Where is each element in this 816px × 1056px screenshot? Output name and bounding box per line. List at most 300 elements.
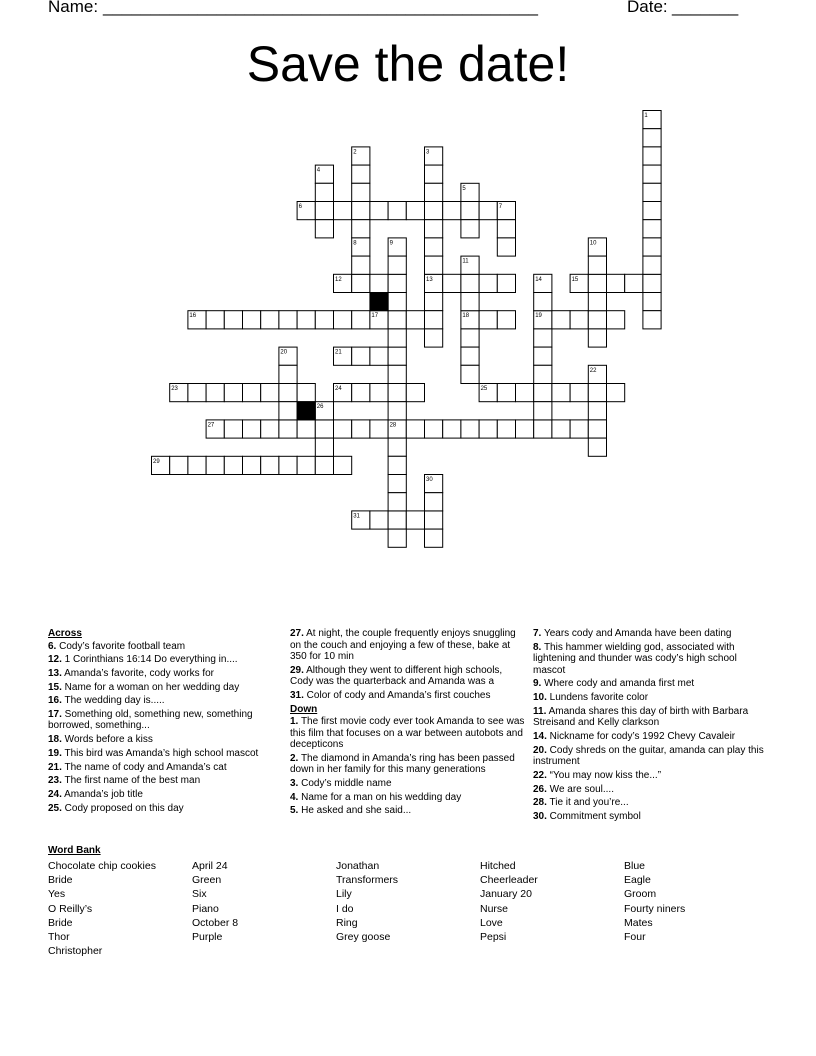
crossword-cell[interactable]	[461, 293, 479, 311]
crossword-cell[interactable]	[224, 456, 242, 474]
crossword-cell[interactable]	[643, 238, 661, 256]
crossword-cell[interactable]	[297, 420, 315, 438]
clue-text: Lundens favorite color	[546, 692, 649, 704]
crossword-cell[interactable]	[588, 420, 606, 438]
clues-column-1	[48, 628, 283, 816]
clue-number-label: 11.	[533, 705, 547, 717]
crossword-cell[interactable]	[588, 329, 606, 347]
crossword-cell[interactable]	[588, 274, 606, 292]
word-bank-word: Purple	[192, 931, 223, 944]
across-clue	[48, 775, 283, 787]
word-bank-word: Six	[192, 888, 207, 901]
clues-column-2	[290, 628, 525, 819]
clue-text: Amanda’s favorite, cody works for	[61, 667, 215, 679]
crossword-cell[interactable]	[388, 329, 406, 347]
clue-number-label: 4.	[290, 791, 299, 803]
down-clue	[533, 770, 768, 782]
clue-number-label: 9.	[533, 678, 542, 690]
crossword-cell[interactable]	[279, 384, 297, 402]
crossword-cell[interactable]	[388, 402, 406, 420]
clue-text: The name of cody and Amanda’s cat	[61, 761, 227, 773]
clue-number-label: 25.	[48, 802, 62, 814]
crossword-cell[interactable]	[461, 365, 479, 383]
crossword-cell[interactable]	[352, 183, 370, 201]
clue-number: 31	[353, 513, 360, 520]
crossword-cell[interactable]	[461, 274, 479, 292]
down-clue	[290, 792, 525, 804]
clue-number-label: 28.	[533, 797, 547, 809]
crossword-cell[interactable]	[315, 220, 333, 238]
crossword-cell[interactable]	[443, 202, 461, 220]
crossword-cell[interactable]	[297, 384, 315, 402]
clue-number-label: 21.	[48, 761, 62, 773]
clue-text: Although they went to different high schools, Cody was the quarterback and Amanda was a	[290, 664, 503, 688]
crossword-cell[interactable]	[279, 365, 297, 383]
clue-text: Years cody and Amanda have been dating	[541, 628, 732, 639]
clue-number-label: 18.	[48, 734, 62, 746]
name-label: Name:	[48, 0, 99, 16]
word-bank-word: Ring	[336, 916, 358, 929]
crossword-cell[interactable]	[534, 384, 552, 402]
word-bank-column	[48, 859, 156, 958]
crossword-cell[interactable]	[352, 384, 370, 402]
crossword-cell[interactable]	[261, 384, 279, 402]
clue-text: We are soul....	[546, 783, 614, 795]
crossword-cell[interactable]	[497, 384, 515, 402]
across-clue	[290, 690, 525, 702]
crossword-cell[interactable]	[261, 311, 279, 329]
crossword-cell[interactable]	[643, 129, 661, 147]
crossword-cell[interactable]	[425, 493, 443, 511]
clue-text: Cody’s middle name	[298, 777, 392, 789]
clue-text: Cody’s favorite football team	[56, 640, 186, 652]
crossword-cell[interactable]	[243, 384, 261, 402]
crossword-cell[interactable]	[334, 420, 352, 438]
crossword-cell[interactable]	[279, 402, 297, 420]
crossword-cell[interactable]	[643, 165, 661, 183]
crossword-cell[interactable]	[243, 456, 261, 474]
clue-number: 8	[353, 240, 357, 247]
clue-number-label: 3.	[290, 777, 299, 789]
crossword-cell[interactable]	[479, 420, 497, 438]
crossword-cell[interactable]	[388, 202, 406, 220]
crossword-cell[interactable]	[388, 438, 406, 456]
clue-number: 18	[462, 313, 470, 320]
word-bank-word: Bride	[48, 916, 73, 929]
down-clue	[533, 692, 768, 704]
crossword-cell[interactable]	[643, 256, 661, 274]
clue-number-label: 14.	[533, 730, 547, 742]
crossword-cell[interactable]	[643, 147, 661, 165]
clue-number: 14	[535, 276, 542, 283]
word-bank-word: Blue	[624, 860, 646, 872]
clue-text: Cody proposed on this day	[61, 802, 184, 814]
crossword-cell[interactable]	[425, 256, 443, 274]
crossword-cell[interactable]	[352, 274, 370, 292]
crossword-cell[interactable]	[497, 311, 515, 329]
crossword-cell[interactable]	[588, 402, 606, 420]
crossword-cell[interactable]	[607, 384, 625, 402]
crossword-cell[interactable]	[370, 274, 388, 292]
down-clue	[533, 784, 768, 796]
word-bank-word: O Reilly’s	[48, 902, 93, 915]
clue-text: This hammer wielding god, associated with lightening and thunder was cody’s high school mascot	[533, 641, 737, 676]
crossword-cell[interactable]	[588, 311, 606, 329]
clue-text: Tie it and you’re...	[546, 797, 629, 809]
clue-text: Where cody and amanda first met	[541, 678, 695, 690]
down-clue	[290, 805, 525, 817]
crossword-cell[interactable]	[352, 165, 370, 183]
crossword-cell[interactable]	[388, 456, 406, 474]
word-bank-word: Grey goose	[336, 931, 391, 944]
crossword-cell[interactable]	[388, 256, 406, 274]
crossword-cell[interactable]	[334, 202, 352, 220]
word-bank-word: Christopher	[48, 945, 103, 958]
clue-number: 25	[480, 386, 488, 392]
crossword-cell[interactable]	[334, 456, 352, 474]
crossword-cell[interactable]	[297, 456, 315, 474]
clue-text: Amanda shares this day of birth with Barbara Streisand and Kelly clarkson	[533, 705, 749, 729]
crossword-cell[interactable]	[388, 384, 406, 402]
word-bank-heading: Word Bank	[48, 845, 101, 856]
across-clue	[48, 682, 283, 694]
crossword-cell[interactable]	[279, 420, 297, 438]
clue-number: 11	[462, 258, 469, 265]
down-clue	[533, 797, 768, 809]
crossword-cell[interactable]	[425, 329, 443, 347]
clue-number-label: 13.	[48, 667, 62, 679]
clue-number-label: 20.	[533, 744, 547, 756]
clue-number: 21	[335, 349, 342, 356]
crossword-cell[interactable]	[315, 456, 333, 474]
clue-number: 3	[426, 149, 430, 156]
clue-text: Cody shreds on the guitar, amanda can play this instrument	[533, 744, 764, 768]
crossword-cell[interactable]	[425, 511, 443, 529]
crossword-cell[interactable]	[315, 438, 333, 456]
crossword-cell[interactable]	[352, 420, 370, 438]
crossword-cell[interactable]	[534, 420, 552, 438]
crossword-cell[interactable]	[388, 475, 406, 493]
across-clue	[48, 789, 283, 801]
crossword-cell[interactable]	[516, 420, 534, 438]
crossword-cell[interactable]	[406, 384, 424, 402]
crossword-cell[interactable]	[370, 420, 388, 438]
crossword-cell[interactable]	[261, 420, 279, 438]
crossword-cell[interactable]	[388, 511, 406, 529]
crossword-cell[interactable]	[352, 347, 370, 365]
crossword-cell[interactable]	[334, 311, 352, 329]
crossword-cell[interactable]	[243, 420, 261, 438]
clue-number-label: 23.	[48, 775, 62, 787]
crossword-cell[interactable]	[224, 384, 242, 402]
crossword-cell[interactable]	[443, 420, 461, 438]
word-bank-word: Hitched	[480, 860, 516, 872]
clue-number: 6	[298, 204, 302, 210]
crossword-cell[interactable]	[425, 220, 443, 238]
crossword-cell[interactable]	[224, 420, 242, 438]
down-clue	[533, 678, 768, 690]
clue-number: 17	[371, 313, 379, 320]
crossword-cell[interactable]	[388, 293, 406, 311]
clue-number: 5	[462, 185, 466, 192]
clue-number: 22	[589, 367, 597, 374]
crossword-cell[interactable]	[425, 165, 443, 183]
crossword-cell[interactable]	[497, 220, 515, 238]
clue-text: Color of cody and Amanda’s first couches	[303, 689, 491, 701]
crossword-cell[interactable]	[352, 311, 370, 329]
crossword-cell[interactable]	[206, 311, 224, 329]
crossword-cell[interactable]	[406, 202, 424, 220]
clue-number: 7	[498, 204, 503, 210]
crossword-cell[interactable]	[425, 420, 443, 438]
page-title: Save the date!	[246, 36, 570, 92]
clue-text: The wedding day is.....	[61, 695, 165, 707]
clue-number: 15	[571, 276, 579, 283]
crossword-cell[interactable]	[643, 220, 661, 238]
clue-number-label: 31.	[290, 689, 304, 701]
crossword-cell[interactable]	[425, 311, 443, 329]
word-bank-column	[624, 859, 685, 944]
crossword-cell[interactable]	[170, 456, 188, 474]
word-bank-word: Pepsi	[480, 931, 507, 944]
crossword-cell[interactable]	[188, 456, 206, 474]
crossword-cell[interactable]	[406, 420, 424, 438]
clue-number: 28	[389, 422, 397, 429]
date-label: Date:	[627, 0, 668, 16]
crossword-cell[interactable]	[206, 456, 224, 474]
crossword-cell[interactable]	[497, 274, 515, 292]
word-bank-word: January 20	[480, 888, 532, 901]
crossword-cell[interactable]	[479, 311, 497, 329]
word-bank-word: Love	[480, 916, 503, 929]
clue-number-label: 8.	[533, 641, 542, 653]
crossword-cell[interactable]	[425, 238, 443, 256]
crossword-cell[interactable]	[461, 202, 479, 220]
crossword-cell[interactable]	[516, 384, 534, 402]
clue-text: Amanda’s job title	[61, 788, 143, 800]
crossword-cell[interactable]	[552, 311, 570, 329]
clue-number: 20	[280, 349, 288, 356]
word-bank-word: October 8	[192, 916, 239, 929]
clue-text: The first name of the best man	[61, 775, 201, 787]
down-clue	[533, 745, 768, 768]
crossword-cell[interactable]	[243, 311, 261, 329]
clue-text: The diamond in Amanda’s ring has been passed down in her family for this many generations	[290, 752, 515, 776]
crossword-cell[interactable]	[643, 293, 661, 311]
down-clue	[290, 778, 525, 790]
crossword-cell[interactable]	[570, 311, 588, 329]
clue-number: 30	[426, 477, 433, 483]
clue-number: 9	[389, 240, 393, 247]
word-bank-word: April 24	[192, 860, 228, 872]
across-clue	[48, 709, 283, 732]
clue-number-label: 15.	[48, 681, 62, 693]
crossword-cell[interactable]	[497, 420, 515, 438]
word-bank-word: Cheerleader	[480, 874, 538, 887]
crossword-cell[interactable]	[552, 384, 570, 402]
crossword-cell[interactable]	[406, 311, 424, 329]
across-clue	[48, 748, 283, 760]
crossword-cell[interactable]	[370, 347, 388, 365]
down-clue	[290, 753, 525, 776]
word-bank-column	[480, 859, 538, 944]
down-clue	[533, 706, 768, 729]
crossword-cell[interactable]	[461, 220, 479, 238]
black-square	[297, 402, 315, 420]
clue-text: Name for a woman on her wedding day	[61, 681, 240, 693]
crossword-cell[interactable]	[534, 365, 552, 383]
crossword-cell[interactable]	[570, 420, 588, 438]
clue-number: 12	[335, 276, 342, 283]
crossword-cell[interactable]	[406, 511, 424, 529]
clue-number: 24	[335, 386, 342, 392]
crossword-cell[interactable]	[461, 420, 479, 438]
clue-number: 29	[153, 458, 160, 465]
clue-number-label: 29.	[290, 664, 304, 676]
clue-number: 23	[171, 386, 178, 392]
clue-number-label: 1.	[290, 716, 299, 728]
crossword-cell[interactable]	[461, 347, 479, 365]
clue-number-label: 24.	[48, 788, 62, 800]
crossword-cell[interactable]	[643, 311, 661, 329]
crossword-cell[interactable]	[388, 311, 406, 329]
clue-number-label: 10.	[533, 692, 547, 704]
clue-number: 10	[589, 240, 597, 247]
word-bank-word: Bride	[48, 874, 73, 887]
crossword-cell[interactable]	[315, 311, 333, 329]
crossword-cell[interactable]	[625, 274, 643, 292]
clue-text: 1 Corinthians 16:14 Do everything in....	[61, 654, 238, 666]
clue-number-label: 22.	[533, 769, 547, 781]
clue-number-label: 5.	[290, 805, 299, 817]
across-heading: Across	[48, 628, 82, 639]
down-clue	[533, 628, 768, 640]
across-clue	[48, 695, 283, 707]
crossword-cell[interactable]	[643, 274, 661, 292]
crossword-cell[interactable]	[607, 311, 625, 329]
crossword-cell[interactable]	[370, 202, 388, 220]
word-bank-word: Yes	[48, 888, 66, 901]
crossword-cell[interactable]	[534, 402, 552, 420]
crossword-cell[interactable]	[461, 329, 479, 347]
crossword-cell[interactable]	[370, 511, 388, 529]
crossword-cell[interactable]	[315, 420, 333, 438]
crossword-cell[interactable]	[297, 311, 315, 329]
crossword-cell[interactable]	[643, 183, 661, 201]
crossword-cell[interactable]	[388, 529, 406, 547]
crossword-cell[interactable]	[279, 456, 297, 474]
crossword-cell[interactable]	[206, 384, 224, 402]
crossword-cell[interactable]	[425, 293, 443, 311]
clue-text: The first movie cody ever took Amanda to see was this film that focuses on a war between autobots and decepticons	[290, 716, 525, 751]
crossword-cell[interactable]	[497, 238, 515, 256]
crossword-cell[interactable]	[370, 384, 388, 402]
across-clue	[48, 654, 283, 666]
crossword-cell[interactable]	[388, 347, 406, 365]
crossword-cell[interactable]	[279, 311, 297, 329]
clue-text: At night, the couple frequently enjoys snuggling on the couch and enjoying a few of these, bake at 350 for 10 min	[290, 628, 516, 662]
crossword-cell[interactable]	[425, 202, 443, 220]
crossword-cell[interactable]	[588, 256, 606, 274]
crossword-cell[interactable]	[588, 384, 606, 402]
word-bank-word: Jonathan	[336, 860, 380, 872]
crossword-cell[interactable]	[315, 183, 333, 201]
down-clue	[533, 642, 768, 677]
crossword-cell[interactable]	[388, 274, 406, 292]
clue-text: Nickname for cody’s 1992 Chevy Cavaleir	[546, 730, 736, 742]
across-clue	[48, 762, 283, 774]
clue-number-label: 16.	[48, 695, 62, 707]
clue-number-label: 7.	[533, 628, 542, 639]
name-field[interactable]: ______________________________________________	[103, 0, 538, 16]
crossword-cell[interactable]	[607, 274, 625, 292]
word-bank-word: Mates	[624, 916, 653, 929]
crossword-cell[interactable]	[425, 183, 443, 201]
crossword-cell[interactable]	[643, 202, 661, 220]
down-heading: Down	[290, 703, 318, 715]
crossword-cell[interactable]	[479, 274, 497, 292]
crossword-cell[interactable]	[570, 384, 588, 402]
word-bank-word: Nurse	[480, 902, 509, 915]
crossword-cell[interactable]	[388, 493, 406, 511]
clue-number-label: 27.	[290, 628, 304, 639]
date-field[interactable]: _______	[672, 0, 739, 16]
clue-number: 26	[316, 404, 324, 411]
clue-text: Something old, something new, something borrowed, something...	[48, 708, 253, 732]
clue-number: 4	[316, 167, 321, 174]
word-bank-word: Piano	[192, 902, 219, 915]
crossword-cell[interactable]	[534, 347, 552, 365]
crossword-cell[interactable]	[315, 202, 333, 220]
word-bank-word: Transformers	[336, 874, 399, 887]
clue-number: 1	[644, 113, 648, 119]
crossword-cell[interactable]	[588, 438, 606, 456]
crossword-cell[interactable]	[479, 202, 497, 220]
word-bank-word: Lily	[336, 888, 352, 901]
crossword-cell[interactable]	[534, 293, 552, 311]
black-square	[370, 293, 388, 311]
crossword-cell[interactable]	[261, 456, 279, 474]
clue-text: Name for a man on his wedding day	[298, 791, 462, 803]
word-bank-word: Groom	[624, 888, 657, 901]
clue-text: Words before a kiss	[61, 734, 153, 746]
clue-number-label: 19.	[48, 747, 62, 759]
clue-number: 13	[426, 276, 433, 283]
word-bank-word: Eagle	[624, 874, 651, 887]
crossword-cell[interactable]	[443, 274, 461, 292]
clues-column-3	[533, 628, 768, 825]
clue-number-label: 6.	[48, 640, 57, 652]
crossword-cell[interactable]	[352, 256, 370, 274]
clue-number: 27	[207, 422, 215, 429]
clue-text: Commitment symbol	[546, 810, 641, 822]
word-bank-column	[192, 859, 238, 944]
crossword-cell[interactable]	[352, 220, 370, 238]
crossword-cell[interactable]	[352, 202, 370, 220]
word-bank-word: Four	[624, 931, 646, 944]
down-clue	[533, 811, 768, 823]
crossword-cell[interactable]	[588, 293, 606, 311]
clue-number-label: 17.	[48, 708, 62, 720]
crossword-cell[interactable]	[425, 529, 443, 547]
crossword-cell[interactable]	[224, 311, 242, 329]
clue-number: 19	[535, 313, 542, 320]
crossword-cell[interactable]	[552, 420, 570, 438]
crossword-cell[interactable]	[188, 384, 206, 402]
down-clue	[533, 731, 768, 743]
crossword-cell[interactable]	[388, 365, 406, 383]
crossword-cell[interactable]	[534, 329, 552, 347]
